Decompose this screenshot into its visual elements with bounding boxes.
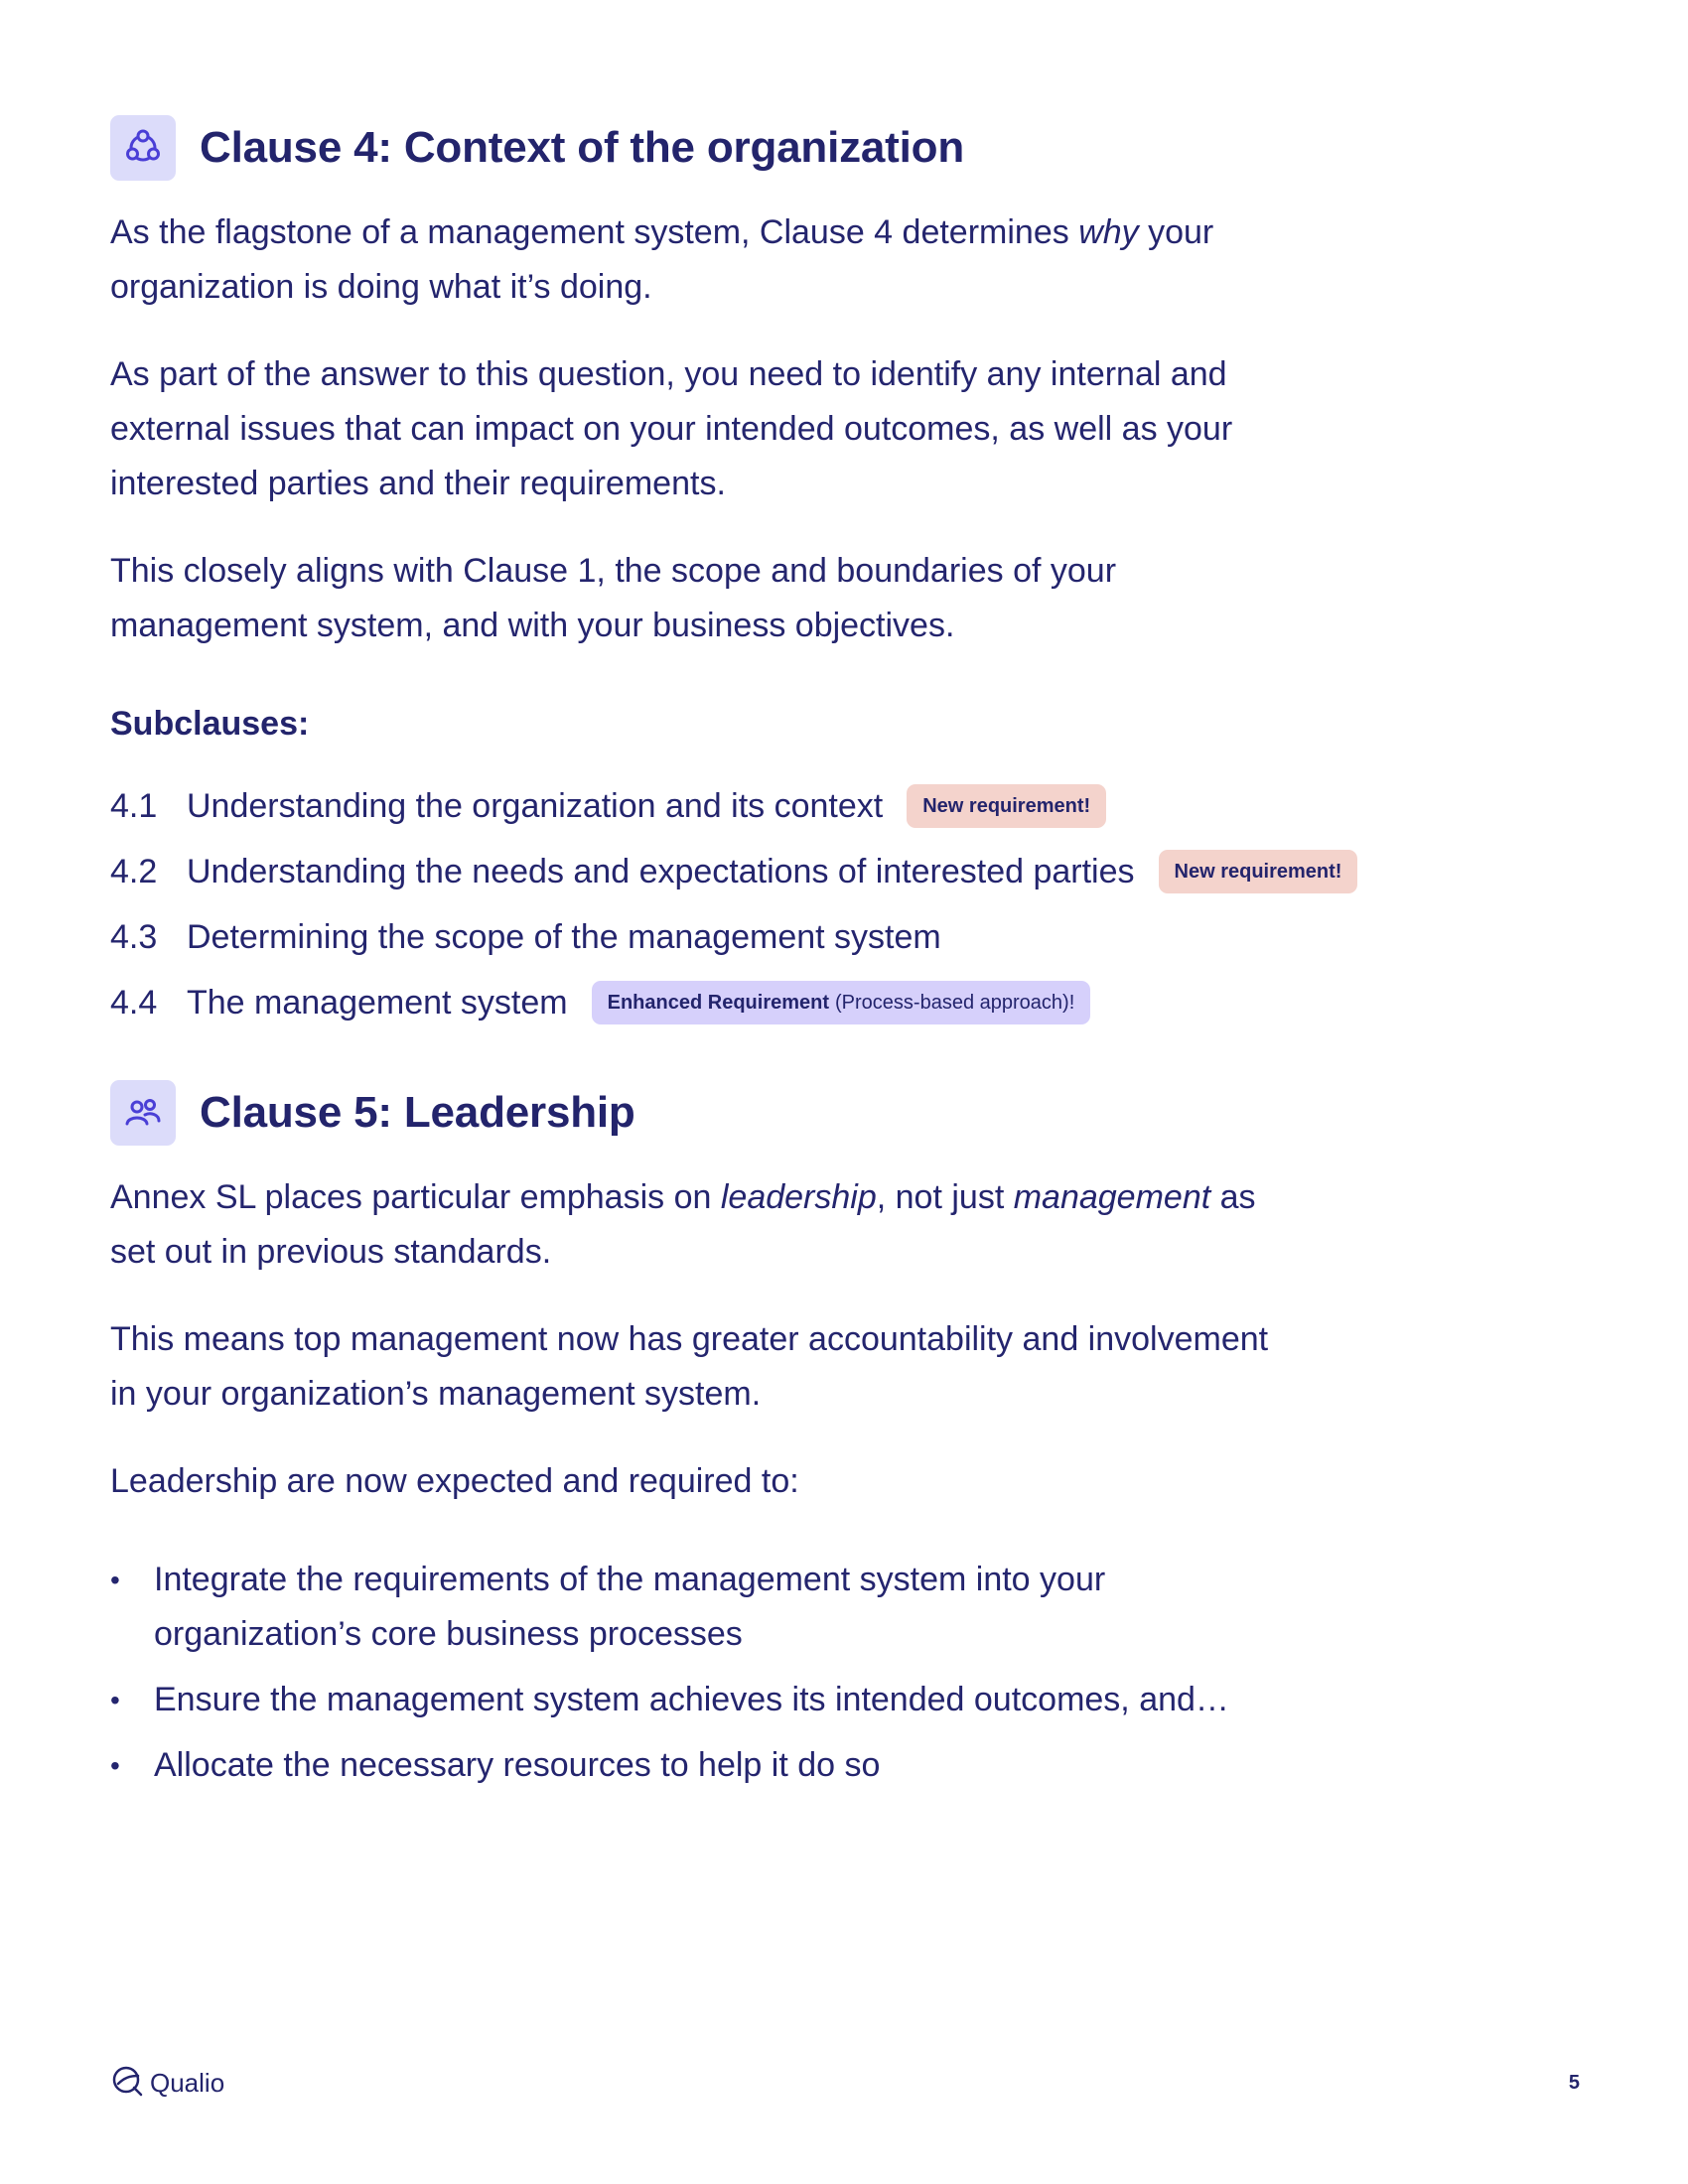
clause5-paragraph-3: Leadership are now expected and required to: — [110, 1462, 799, 1500]
clause4-paragraph-3: This closely aligns with Clause 1, the scope and boundaries of your management system, and with your business objectives. — [110, 552, 1117, 644]
enhanced-badge-detail: (Process-based approach)! — [835, 991, 1075, 1014]
subclause-number: 4.3 — [110, 917, 158, 956]
new-requirement-badge: New requirement! — [907, 784, 1106, 828]
subclause-number: 4.4 — [110, 983, 158, 1022]
enhanced-requirement-badge — [592, 981, 1091, 1024]
page-footer — [110, 2063, 1580, 2103]
clause4-p1-text-a: As the flagstone of a management system, Clause 4 determines — [110, 213, 1079, 251]
bullet-icon: • — [110, 1565, 120, 1595]
clause5-p1-text-a: Annex SL places particular emphasis on — [110, 1178, 721, 1216]
subclause-text: Understanding the organization and its context — [187, 786, 884, 825]
enhanced-badge-label: Enhanced Requirement — [607, 991, 830, 1014]
subclause-item — [110, 904, 1580, 970]
clause4-p1-text-b: your organization is doing what it’s doing. — [110, 213, 1214, 306]
subclause-list — [110, 773, 1580, 1035]
list-item — [110, 1553, 1282, 1662]
leadership-bullet-list — [110, 1553, 1580, 1793]
brand — [110, 2064, 224, 2103]
subclause-text: Understanding the needs and expectations of interested parties — [187, 852, 1135, 890]
bullet-icon: • — [110, 1685, 120, 1715]
qualio-logo-icon — [110, 2064, 144, 2103]
bullet-text: Ensure the management system achieves its intended outcomes, and… — [154, 1681, 1229, 1718]
list-item — [110, 1673, 1282, 1727]
subclause-text: The management system — [187, 983, 568, 1022]
clause4-title: Clause 4: Context of the organization — [200, 123, 964, 172]
brand-name: Qualio — [150, 2067, 225, 2098]
subclause-item — [110, 773, 1580, 839]
people-group-icon — [110, 1080, 176, 1146]
clause5-p1-text-b: , not just — [876, 1178, 1014, 1216]
clause5-paragraph-2: This means top management now has greater accountability and involvement in your organization’s management system. — [110, 1320, 1269, 1413]
network-circle-icon — [110, 115, 176, 181]
subclauses-heading: Subclauses: — [110, 705, 310, 743]
page-content — [110, 115, 1580, 1804]
clause5-heading — [110, 1080, 1580, 1146]
subclause-item — [110, 970, 1580, 1035]
bullet-icon: • — [110, 1750, 120, 1781]
bullet-text: Allocate the necessary resources to help it do so — [154, 1746, 881, 1784]
subclause-item — [110, 839, 1580, 904]
clause4-paragraph-2: As part of the answer to this question, you need to identify any internal and external issues that can impact on your intended outcomes, as well as your interested parties and their requirements. — [110, 355, 1233, 502]
clause5-title: Clause 5: Leadership — [200, 1088, 635, 1137]
bullet-text: Integrate the requirements of the management system into your organization’s core business processes — [154, 1561, 1106, 1653]
subclause-text: Determining the scope of the management system — [187, 917, 941, 956]
clause4-heading — [110, 115, 1580, 181]
page-number: 5 — [1568, 2071, 1580, 2094]
clause5-paragraph-1 — [110, 1170, 1282, 1280]
clause4-p1-emphasis: why — [1078, 213, 1139, 251]
clause5-p1-emphasis-management: management — [1013, 1178, 1211, 1216]
list-item — [110, 1738, 1282, 1793]
subclause-number: 4.1 — [110, 786, 158, 825]
subclause-number: 4.2 — [110, 852, 158, 890]
clause5-p1-emphasis-leadership: leadership — [720, 1178, 877, 1216]
new-requirement-badge: New requirement! — [1159, 850, 1358, 893]
clause5-p1-text-c: as set out in previous standards. — [110, 1178, 1256, 1271]
clause4-paragraph-1 — [110, 205, 1282, 315]
